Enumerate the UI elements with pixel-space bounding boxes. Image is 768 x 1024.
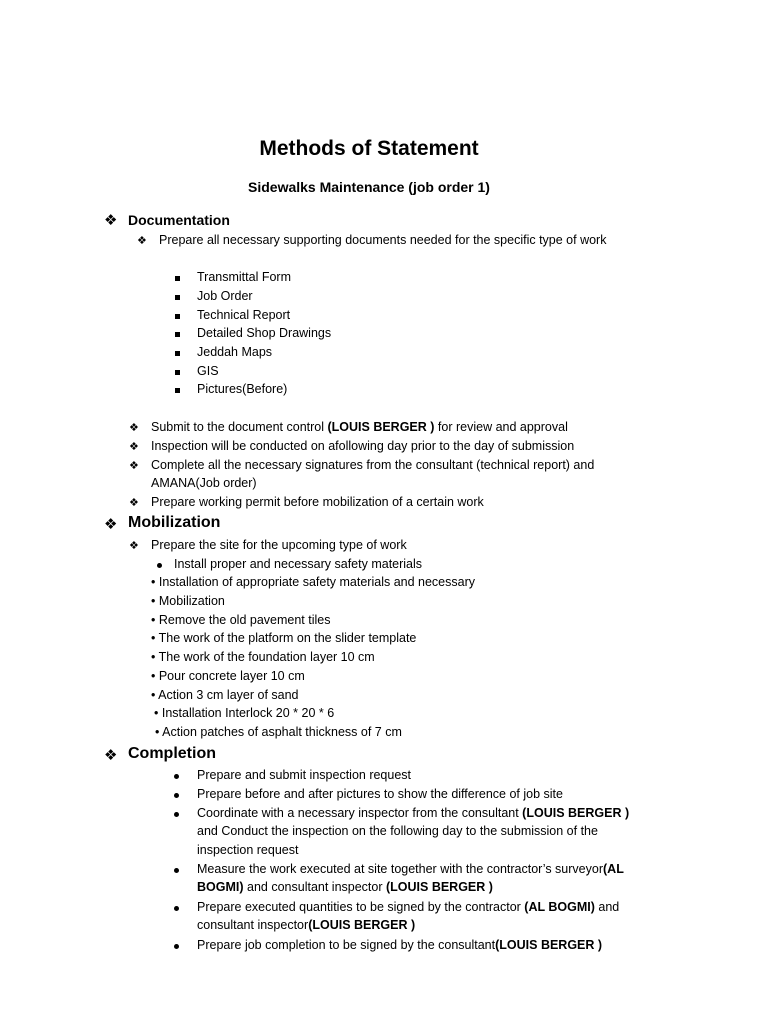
round-bullet-icon — [174, 906, 179, 911]
mobilization-item: • The work of the foundation layer 10 cm — [151, 650, 375, 664]
doc-item: Detailed Shop Drawings — [197, 326, 332, 340]
mobilization-intro: Prepare the site for the upcoming type of work — [151, 538, 407, 552]
round-bullet-icon — [157, 563, 162, 568]
doc-item: Job Order — [197, 289, 253, 303]
mobilization-item: • Mobilization — [151, 594, 225, 608]
completion-item: Prepare executed quantities to be signed by the contractor (AL BOGMI) and — [197, 900, 620, 914]
mobilization-item: • Remove the old pavement tiles — [151, 613, 331, 627]
mobilization-item: • Action patches of asphalt thickness of 7 cm — [155, 725, 402, 739]
step-submit: Submit to the document control (LOUIS BERGER ) for review and approval — [151, 420, 568, 434]
documentation-intro: Prepare all necessary supporting documents needed for the specific type of work — [159, 233, 607, 247]
completion-item: Measure the work executed at site together with the contractor’s surveyor(AL — [197, 862, 624, 876]
round-bullet-icon — [174, 793, 179, 798]
mobilization-first: Install proper and necessary safety materials — [174, 557, 423, 571]
square-bullet-icon — [175, 388, 180, 393]
doc-item: Technical Report — [197, 308, 291, 322]
step-signatures-cont: AMANA(Job order) — [151, 476, 257, 490]
diamond-bullet-icon: ❖ — [129, 497, 139, 509]
diamond-bullet-icon: ❖ — [137, 235, 147, 247]
section-heading-completion: Completion — [128, 745, 216, 762]
completion-item-cont: and Conduct the inspection on the following day to the submission of the — [197, 824, 598, 838]
page-title: Methods of Statement — [259, 137, 479, 160]
completion-item: Prepare job completion to be signed by the consultant(LOUIS BERGER ) — [197, 938, 603, 952]
step-inspection: Inspection will be conducted on afollowing day prior to the day of submission — [151, 439, 575, 453]
diamond-bullet-icon: ❖ — [104, 516, 118, 533]
section-heading-mobilization: Mobilization — [128, 514, 221, 531]
diamond-bullet-icon: ❖ — [104, 212, 118, 229]
diamond-bullet-icon: ❖ — [129, 441, 139, 453]
completion-item-cont: inspection request — [197, 843, 299, 857]
page-subtitle: Sidewalks Maintenance (job order 1) — [248, 179, 490, 195]
completion-item-cont: BOGMI) and consultant inspector (LOUIS BERGER ) — [197, 880, 493, 894]
square-bullet-icon — [175, 370, 180, 375]
square-bullet-icon — [175, 332, 180, 337]
diamond-bullet-icon: ❖ — [104, 747, 118, 764]
completion-item: Prepare before and after pictures to show the difference of job site — [197, 787, 563, 801]
diamond-bullet-icon: ❖ — [129, 540, 139, 552]
mobilization-item: • Action 3 cm layer of sand — [151, 688, 299, 702]
square-bullet-icon — [175, 314, 180, 319]
diamond-bullet-icon: ❖ — [129, 460, 139, 472]
round-bullet-icon — [174, 774, 179, 779]
round-bullet-icon — [174, 868, 179, 873]
mobilization-item: • Installation of appropriate safety materials and necessary — [151, 575, 475, 589]
diamond-bullet-icon: ❖ — [129, 422, 139, 434]
square-bullet-icon — [175, 295, 180, 300]
section-heading-documentation: Documentation — [128, 212, 230, 228]
completion-item: Prepare and submit inspection request — [197, 768, 412, 782]
doc-item: Pictures(Before) — [197, 382, 288, 396]
square-bullet-icon — [175, 276, 180, 281]
doc-item: GIS — [197, 364, 219, 378]
round-bullet-icon — [174, 812, 179, 817]
completion-item-cont: consultant inspector(LOUIS BERGER ) — [197, 918, 416, 932]
doc-item: Transmittal Form — [197, 270, 291, 284]
doc-item: Jeddah Maps — [197, 345, 273, 359]
mobilization-item: • Pour concrete layer 10 cm — [151, 669, 305, 683]
completion-item: Coordinate with a necessary inspector from the consultant (LOUIS BERGER ) — [197, 806, 630, 820]
square-bullet-icon — [175, 351, 180, 356]
step-permit: Prepare working permit before mobilization of a certain work — [151, 495, 484, 509]
step-signatures: Complete all the necessary signatures from the consultant (technical report) and — [151, 458, 595, 472]
mobilization-item: • Installation Interlock 20 * 20 * 6 — [154, 706, 335, 720]
mobilization-item: • The work of the platform on the slider template — [151, 631, 417, 645]
round-bullet-icon — [174, 944, 179, 949]
